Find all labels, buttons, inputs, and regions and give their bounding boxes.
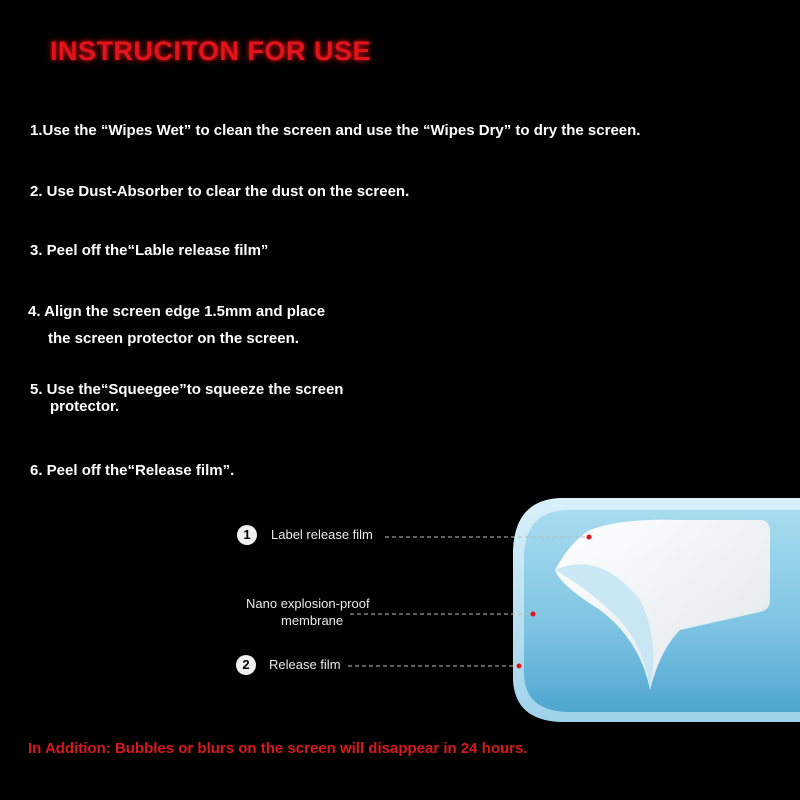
additional-note: In Addition: Bubbles or blurs on the screen will disappear in 24 hours. <box>28 740 528 757</box>
membrane-label-continued: membrane <box>281 613 344 628</box>
step-1 <box>30 117 640 144</box>
step-3 <box>30 237 268 264</box>
label-2-number-badge: 2 <box>236 655 256 675</box>
step-2-text: 2. Use Dust-Absorber to clear the dust on the screen. <box>30 183 410 200</box>
label-release-film-label: Label release film <box>271 527 373 542</box>
label-1-number-badge: 1 <box>237 525 257 545</box>
step-3-text: 3. Peel off the“Lable release film” <box>30 242 269 259</box>
step-2 <box>30 178 409 205</box>
protector-illustration <box>0 490 800 730</box>
step-5-text: 5. Use the“Squeegee”to squeeze the screen <box>30 381 344 398</box>
release-film-label: Release film <box>269 657 341 672</box>
step-4-text: 4. Align the screen edge 1.5mm and place <box>28 303 326 320</box>
step-6 <box>30 457 234 484</box>
page-title: INSTRUCITON FOR USE <box>50 36 372 66</box>
step-6-text: 6. Peel off the“Release film”. <box>30 462 235 479</box>
step-4-text-continued: the screen protector on the screen. <box>48 330 299 347</box>
membrane-label: Nano explosion-proof <box>246 596 370 611</box>
step-5-text-continued: protector. <box>50 398 120 415</box>
step-5 <box>30 381 343 415</box>
step-1-text: 1.Use the “Wipes Wet” to clean the screen and use the “Wipes Dry” to dry the screen. <box>30 122 641 139</box>
step-4 <box>28 298 325 352</box>
screen-protector-diagram <box>0 490 800 730</box>
